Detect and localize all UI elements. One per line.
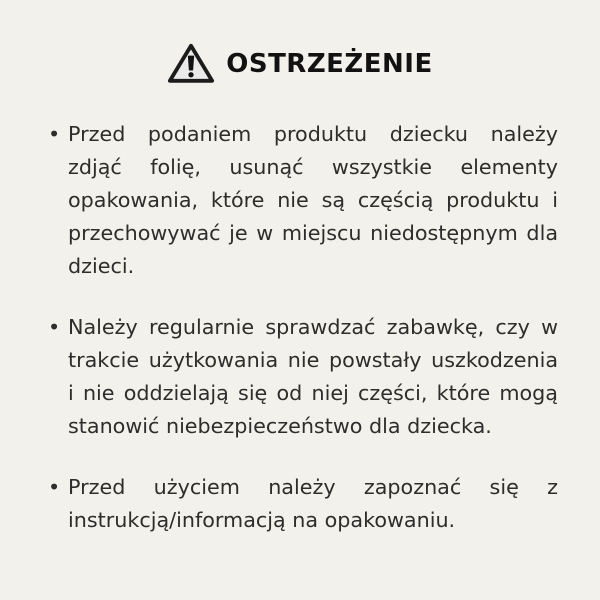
warning-list [0, 118, 600, 537]
warning-line: dzieci. [68, 254, 135, 278]
warning-line: instrukcją/informacją na opakowaniu. [68, 508, 456, 532]
warning-header [0, 0, 600, 86]
warning-line: Należy regularnie sprawdzać zabawkę, czy w [68, 315, 558, 339]
warning-line: i nie oddzielają się od niej części, które mogą [68, 381, 558, 405]
warning-item [47, 311, 558, 443]
bullet-marker: • [48, 315, 61, 339]
bullet-marker: • [48, 122, 61, 146]
warning-text-block [68, 311, 558, 443]
warning-title: OSTRZEŻENIE [226, 48, 433, 79]
warning-text-block [68, 118, 558, 283]
warning-item [47, 471, 558, 537]
warning-line: Przed użyciem należy zapoznać się z [68, 475, 558, 499]
warning-line: przechowywać je w miejscu niedostępnym dla [68, 221, 558, 245]
warning-line: zdjąć folię, usunąć wszystkie elementy [68, 155, 558, 179]
warning-line: Przed podaniem produktu dziecku należy [68, 122, 558, 146]
bullet-marker: • [48, 475, 61, 499]
warning-line: trakcie użytkowania nie powstały uszkodzenia [68, 348, 558, 372]
warning-line: opakowania, które nie są częścią produktu i [68, 188, 558, 212]
warning-item [47, 118, 558, 283]
warning-text-block [68, 471, 558, 537]
warning-line: stanowić niebezpieczeństwo dla dziecka. [68, 414, 492, 438]
warning-triangle-icon [167, 41, 215, 86]
